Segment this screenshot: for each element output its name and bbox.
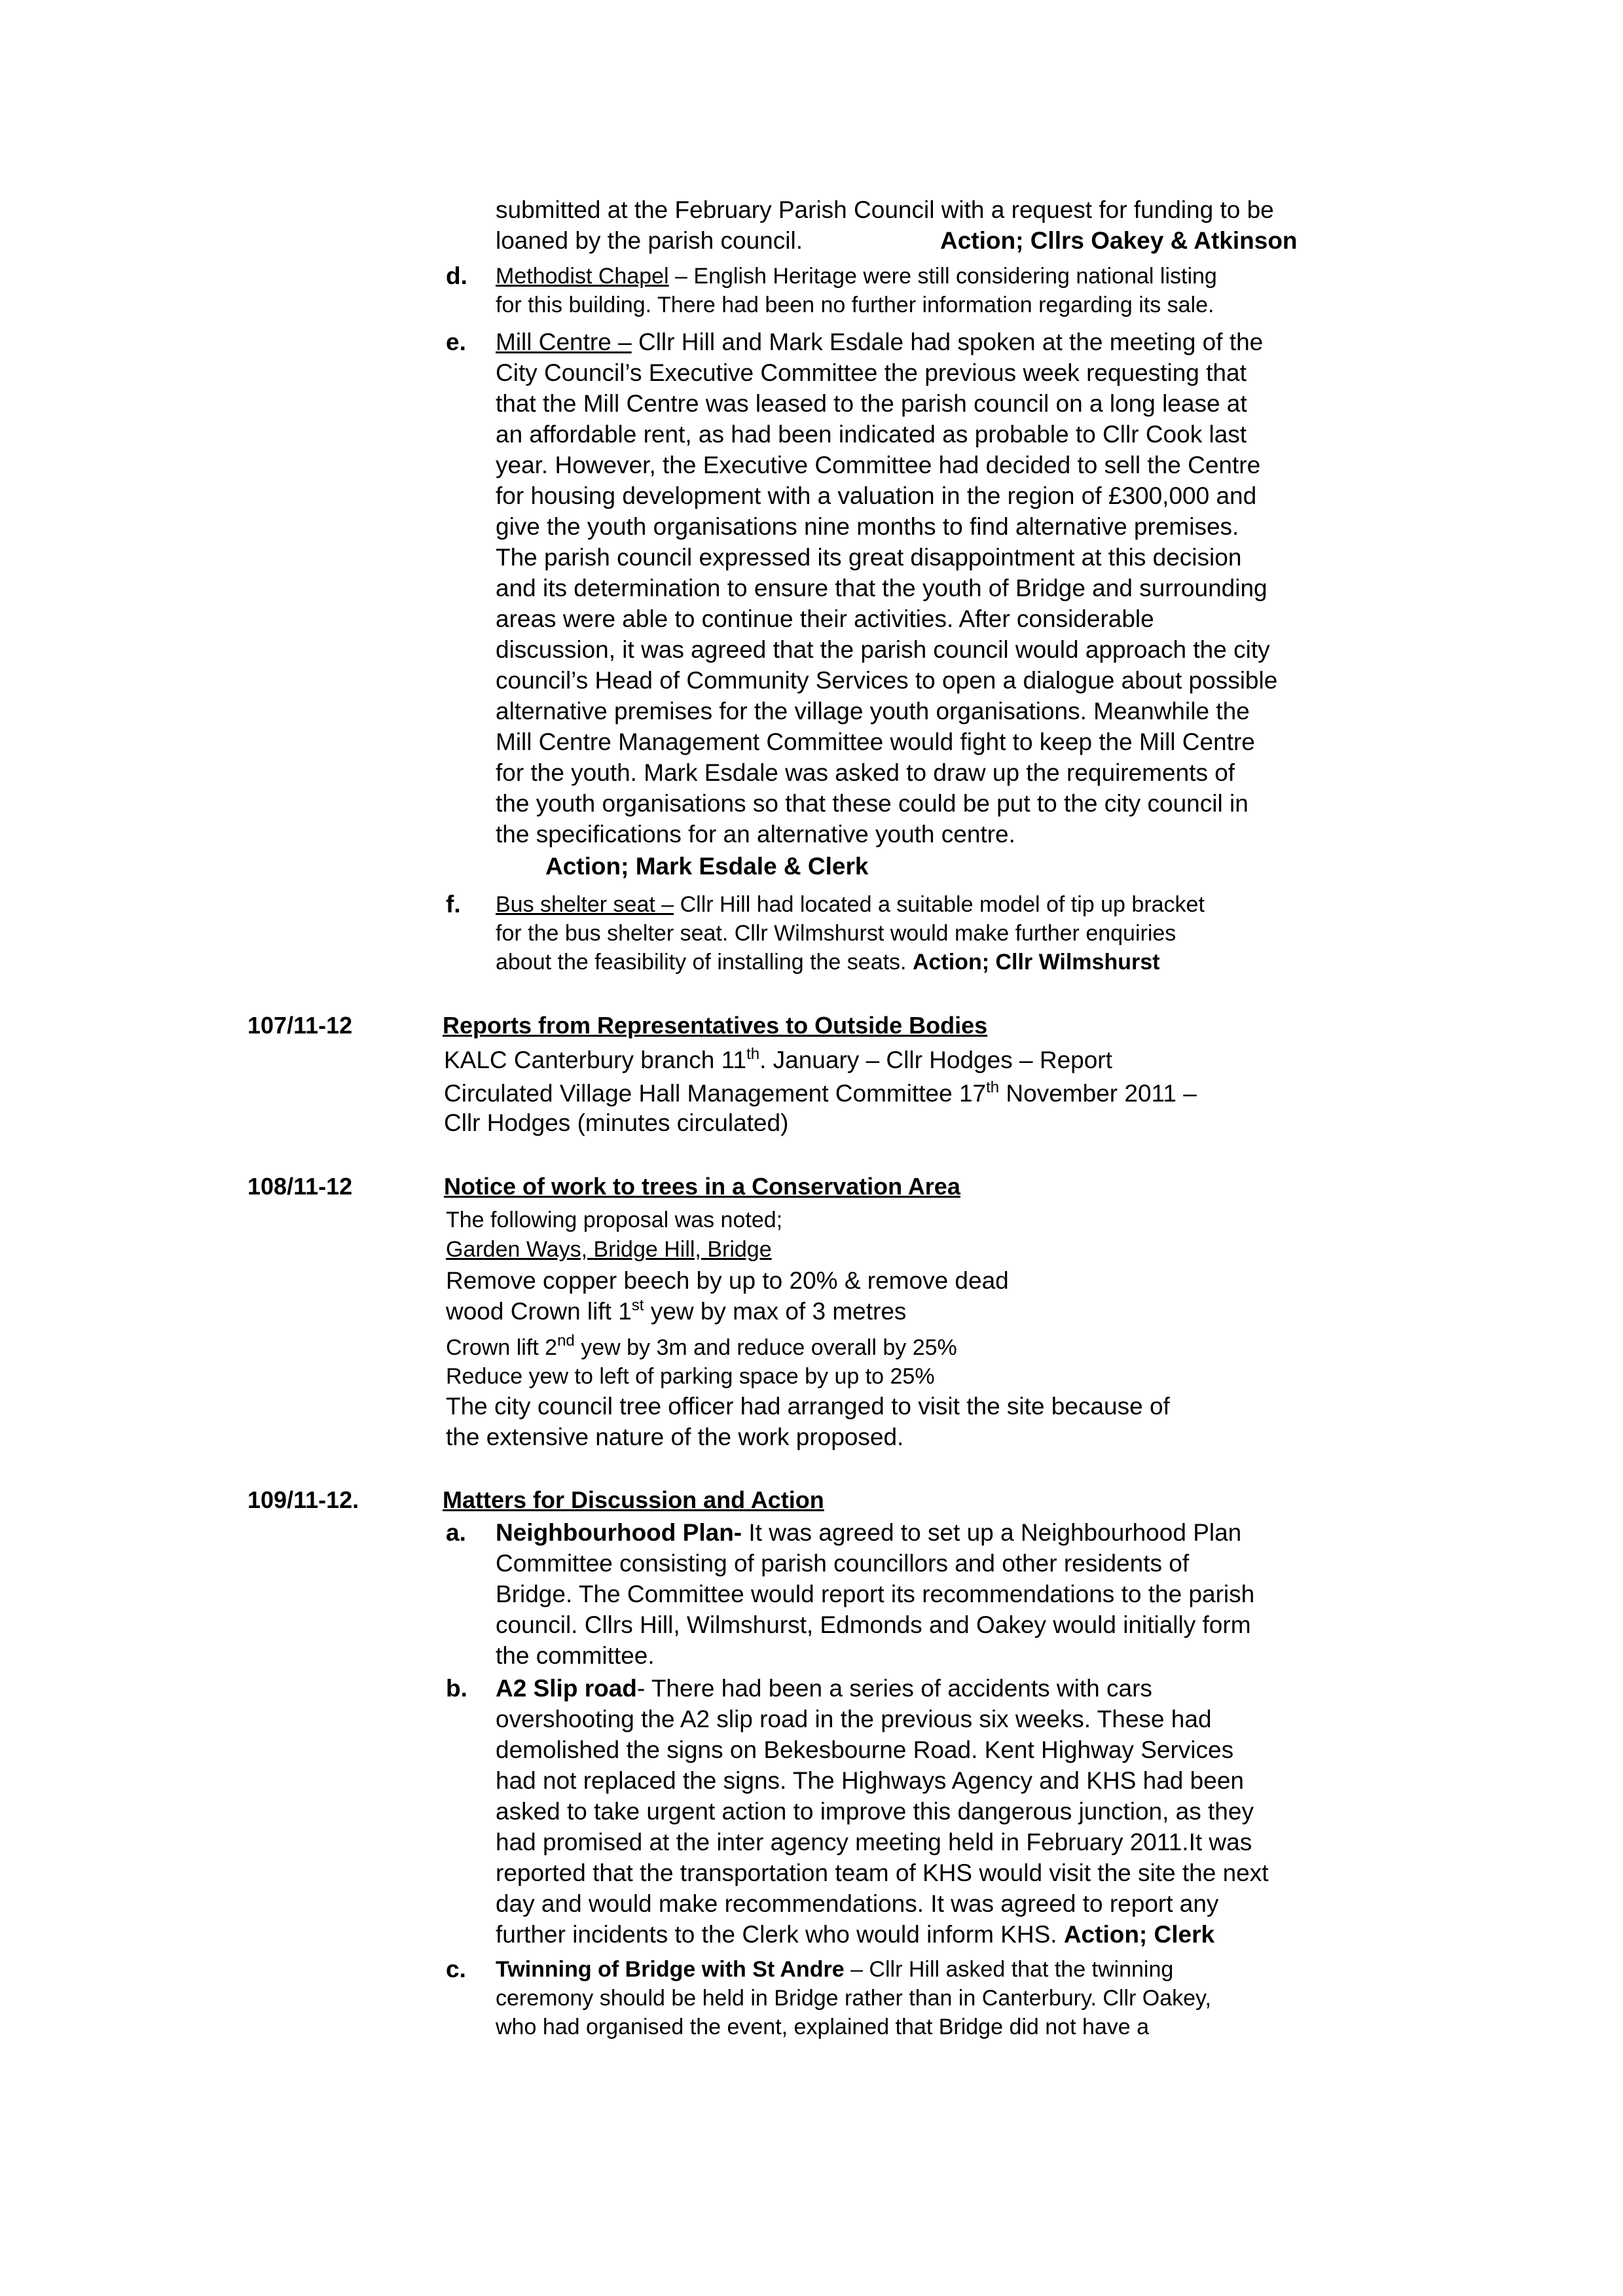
item-f-line-3	[496, 948, 1159, 977]
s107-line-1-sup: th	[746, 1045, 760, 1063]
s107-line-2	[444, 1078, 1197, 1109]
item-e-line: alternative premises for the village youth organisations. Meanwhile the	[496, 698, 1250, 725]
s108-line-1: The following proposal was noted;	[446, 1208, 783, 1232]
s107-line-3: Cllr Hodges (minutes circulated)	[444, 1109, 789, 1136]
item-b-line: day and would make recommendations. It was agreed to report any	[496, 1890, 1219, 1917]
item-c-title: Twinning of Bridge with St Andre	[496, 1957, 845, 1982]
item-d-line-1	[496, 262, 1217, 291]
s107-line-2a: Circulated Village Hall Management Committee 17	[444, 1080, 987, 1107]
item-e-line: that the Mill Centre was leased to the parish council on a long lease at	[496, 390, 1247, 417]
item-e-line: City Council’s Executive Committee the previous week requesting that	[496, 359, 1247, 386]
item-b-text-1: - There had been a series of accidents with cars	[636, 1675, 1152, 1702]
s108-line-4a: wood Crown lift 1	[446, 1298, 632, 1325]
item-e-line: year. However, the Executive Committee had decided to sell the Centre	[496, 452, 1261, 478]
item-e-line: areas were able to continue their activities. After considerable	[496, 605, 1154, 632]
s107-line-1b: . January – Cllr Hodges – Report	[759, 1047, 1112, 1073]
item-e-line-1	[496, 327, 1263, 357]
item-a-line-1	[496, 1517, 1241, 1548]
item-d-text-1: – English Heritage were still considering national listing	[668, 264, 1217, 289]
item-e-line: the specifications for an alternative youth centre.	[496, 821, 1015, 848]
s108-line-5	[446, 1333, 957, 1362]
item-c-text-1: – Cllr Hill asked that the twinning	[844, 1957, 1174, 1982]
s108-line-7: The city council tree officer had arranged to visit the site because of	[446, 1393, 1170, 1420]
item-b-line: had promised at the inter agency meeting held in February 2011.It was	[496, 1829, 1252, 1856]
heading-107: Reports from Representatives to Outside Bodies	[443, 1012, 988, 1039]
continuation-line-2: loaned by the parish council.	[496, 227, 803, 254]
item-f-line-2: for the bus shelter seat. Cllr Wilmshurst would make further enquiries	[496, 921, 1176, 946]
item-e-line: for housing development with a valuation in the region of £300,000 and	[496, 482, 1257, 509]
item-b-line-1	[496, 1673, 1152, 1704]
s108-line-5b: yew by 3m and reduce overall by 25%	[574, 1335, 957, 1360]
item-a-line: the committee.	[496, 1642, 655, 1669]
item-b-line-last	[496, 1919, 1214, 1950]
item-e-line: council’s Head of Community Services to open a dialogue about possible	[496, 667, 1278, 694]
s108-line-6: Reduce yew to left of parking space by up to 25%	[446, 1364, 935, 1389]
s107-line-1	[444, 1045, 1112, 1075]
item-d-title: Methodist Chapel	[496, 264, 669, 289]
s108-site-address: Garden Ways, Bridge Hill, Bridge	[446, 1237, 772, 1262]
item-d-letter: d.	[446, 262, 467, 289]
item-e-letter: e.	[446, 329, 466, 355]
s108-line-8: the extensive nature of the work proposed.	[446, 1424, 904, 1450]
minute-number-108: 108/11-12	[247, 1173, 353, 1200]
minute-number-109: 109/11-12.	[247, 1486, 359, 1513]
item-e-line: Mill Centre Management Committee would fight to keep the Mill Centre	[496, 728, 1255, 755]
heading-108: Notice of work to trees in a Conservation Area	[444, 1173, 960, 1200]
item-b-line: overshooting the A2 slip road in the previous six weeks. These had	[496, 1706, 1212, 1732]
item-e-line: the youth organisations so that these could be put to the city council in	[496, 790, 1249, 817]
item-f-letter: f.	[446, 891, 461, 918]
item-f-action: Action; Cllr Wilmshurst	[912, 950, 1160, 975]
item-d-line-2: for this building. There had been no further information regarding its sale.	[496, 293, 1214, 317]
s107-line-1a: KALC Canterbury branch 11	[444, 1047, 747, 1073]
s107-line-2-sup: th	[986, 1079, 1000, 1096]
item-f-text-3: about the feasibility of installing the seats.	[496, 950, 907, 975]
item-b-line: had not replaced the signs. The Highways Agency and KHS had been	[496, 1767, 1244, 1794]
item-e-line: and its determination to ensure that the youth of Bridge and surrounding	[496, 575, 1267, 601]
s108-line-4	[446, 1296, 906, 1327]
item-b-line: asked to take urgent action to improve this dangerous junction, as they	[496, 1798, 1254, 1825]
item-f-title: Bus shelter seat –	[496, 892, 674, 917]
item-c-line-2: ceremony should be held in Bridge rather than in Canterbury. Cllr Oakey,	[496, 1986, 1211, 2011]
item-e-action: Action; Mark Esdale & Clerk	[545, 853, 869, 880]
item-b-line: demolished the signs on Bekesbourne Road. Kent Highway Services	[496, 1736, 1234, 1763]
heading-109: Matters for Discussion and Action	[443, 1486, 824, 1513]
continuation-line-1: submitted at the February Parish Council with a request for funding to be	[496, 196, 1274, 223]
continuation-action: Action; Cllrs Oakey & Atkinson	[940, 227, 1298, 254]
item-f-text-1: Cllr Hill had located a suitable model of tip up bracket	[674, 892, 1205, 917]
item-c-line-3: who had organised the event, explained that Bridge did not have a	[496, 2015, 1150, 2039]
s108-line-5-sup: nd	[557, 1332, 575, 1350]
s108-line-4b: yew by max of 3 metres	[644, 1298, 907, 1325]
item-e-line: give the youth organisations nine months to find alternative premises.	[496, 513, 1239, 540]
item-e-line: The parish council expressed its great disappointment at this decision	[496, 544, 1242, 571]
item-e-line: for the youth. Mark Esdale was asked to draw up the requirements of	[496, 759, 1235, 786]
item-a-letter: a.	[446, 1519, 466, 1546]
item-e-line: an affordable rent, as had been indicated as probable to Cllr Cook last	[496, 421, 1247, 448]
item-f-line-1	[496, 890, 1205, 919]
item-b-text-last: further incidents to the Clerk who would inform KHS.	[496, 1921, 1057, 1948]
item-a-text-1: It was agreed to set up a Neighbourhood Plan	[742, 1519, 1242, 1546]
item-a-line: Bridge. The Committee would report its recommendations to the parish	[496, 1581, 1255, 1607]
item-b-title: A2 Slip road	[496, 1675, 637, 1702]
item-b-letter: b.	[446, 1675, 467, 1702]
item-b-action: Action; Clerk	[1063, 1921, 1215, 1948]
s108-line-5a: Crown lift 2	[446, 1335, 558, 1360]
minute-number-107: 107/11-12	[247, 1012, 353, 1039]
item-c-line-1	[496, 1955, 1173, 1984]
item-e-text-1: Cllr Hill and Mark Esdale had spoken at the meeting of the	[631, 329, 1264, 355]
item-b-line: reported that the transportation team of KHS would visit the site the next	[496, 1859, 1269, 1886]
item-a-title: Neighbourhood Plan-	[496, 1519, 742, 1546]
item-e-line: discussion, it was agreed that the parish council would approach the city	[496, 636, 1270, 663]
item-c-letter: c.	[446, 1956, 466, 1982]
s107-line-2b: November 2011 –	[999, 1080, 1197, 1107]
s108-line-3: Remove copper beech by up to 20% & remove dead	[446, 1267, 1009, 1294]
item-a-line: council. Cllrs Hill, Wilmshurst, Edmonds and Oakey would initially form	[496, 1611, 1251, 1638]
item-a-line: Committee consisting of parish councillors and other residents of	[496, 1550, 1190, 1577]
item-e-title: Mill Centre –	[496, 329, 632, 355]
s108-line-4-sup: st	[631, 1297, 644, 1314]
